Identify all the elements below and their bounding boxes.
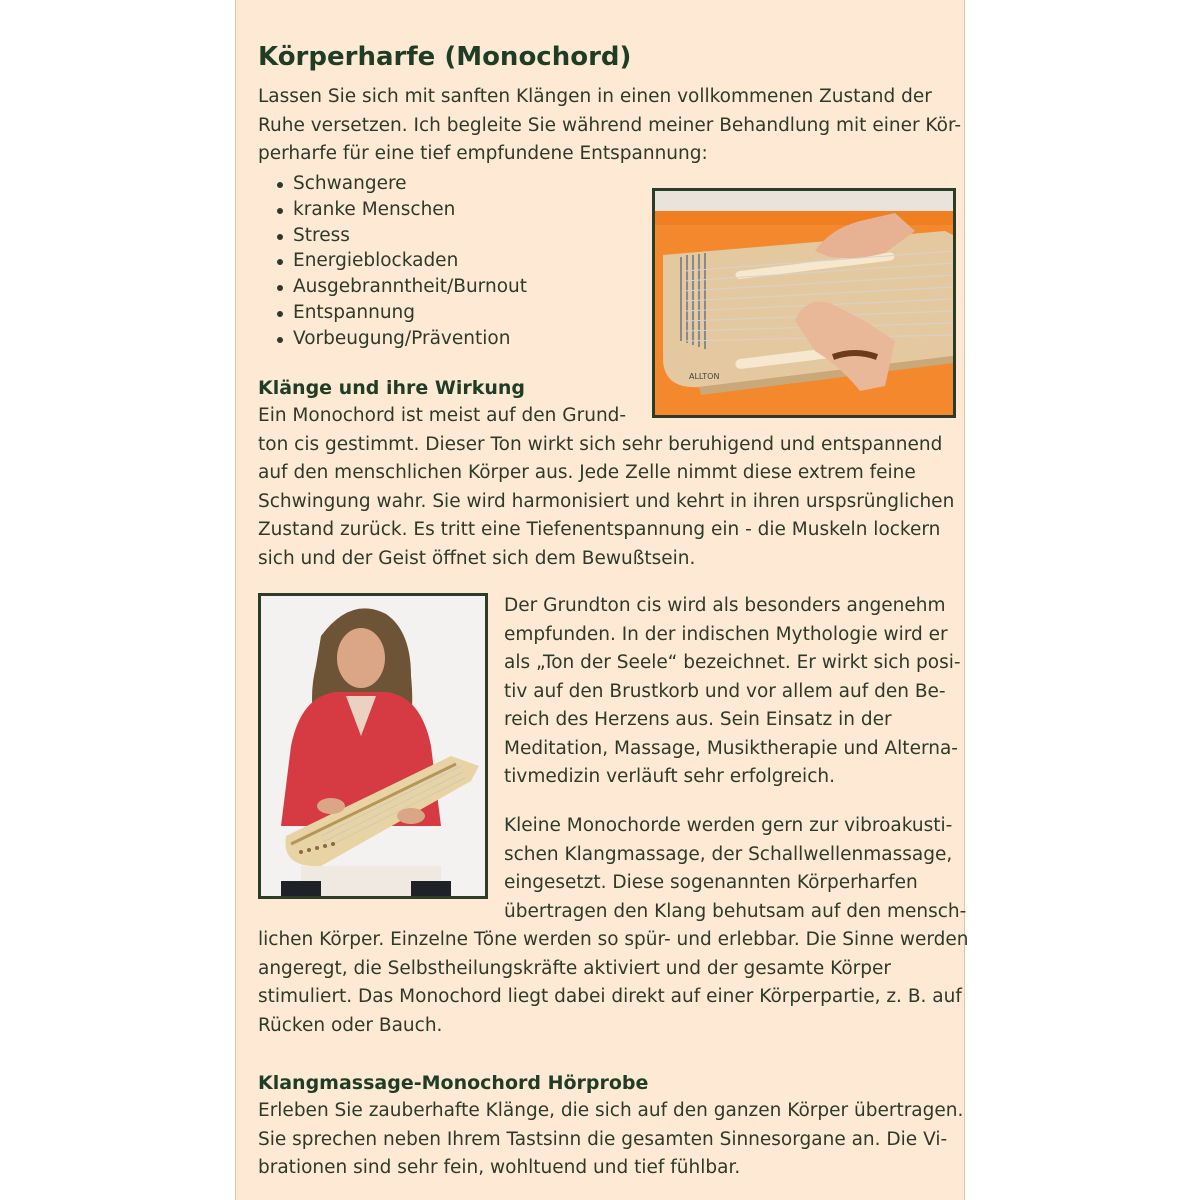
list-item: Schwangere <box>258 171 527 197</box>
list-item: Ausgebranntheit/Burnout <box>258 274 527 300</box>
paragraph-line: Ein Monochord ist meist auf den Grund- <box>258 405 627 426</box>
content-panel <box>235 0 969 1200</box>
paragraph-line: empfunden. In der indischen Mythologie wird er <box>504 623 948 645</box>
paragraph-line: Sie sprechen neben Ihrem Tastsinn die gesamten Sinnesorgane an. Die Vi- <box>258 1128 948 1150</box>
paragraph-line: sich und der Geist öffnet sich dem Bewußtsein. <box>258 547 696 569</box>
paragraph-line: auf den menschlichen Körper aus. Jede Zelle nimmt diese extrem feine <box>258 462 916 483</box>
paragraph-line: tivmedizin verläuft sehr erfolgreich. <box>504 766 835 787</box>
paragraph-line: tiv auf den Brustkorb und vor allem auf den Be- <box>504 680 946 702</box>
list-item: Energieblockaden <box>258 248 527 274</box>
page-title: Körperharfe (Monochord) <box>258 42 632 72</box>
paragraph-grundton <box>504 592 961 792</box>
paragraph-klangmassage-narrow <box>504 812 966 926</box>
section-effects <box>258 374 954 573</box>
paragraph-line: Schwingung wahr. Sie wird harmonisiert und kehrt in ihren urspsrünglichen <box>258 490 955 512</box>
brand-mark: ALLTON <box>689 372 720 381</box>
woman-harp-image <box>261 596 485 896</box>
section-hoerprobe <box>258 1069 963 1183</box>
paragraph-line: lichen Körper. Einzelne Töne werden so spür- und erlebbar. Die Sinne werden <box>258 929 969 950</box>
list-item: Stress <box>258 223 527 249</box>
list-item: Entspannung <box>258 300 527 326</box>
list-item: Vorbeugung/Prävention <box>258 326 527 352</box>
section-heading: Klangmassage-Monochord Hörprobe <box>258 1072 649 1094</box>
section-heading: Klänge und ihre Wirkung <box>258 377 525 399</box>
list-item: kranke Menschen <box>258 197 527 223</box>
paragraph-line: ton cis gestimmt. Dieser Ton wirkt sich sehr beruhigend und entspannend <box>258 433 943 455</box>
paragraph-line: Erleben Sie zauberhafte Klänge, die sich auf den ganzen Körper übertragen. <box>258 1100 964 1121</box>
paragraph-line: brationen sind sehr fein, wohltuend und tief fühlbar. <box>258 1157 741 1178</box>
intro-line: perharfe für eine tief empfundene Entspannung: <box>258 143 708 164</box>
paragraph-line: stimuliert. Das Monochord liegt dabei direkt auf einer Körperpartie, z. B. auf <box>258 986 962 1007</box>
paragraph-line: schen Klangmassage, der Schallwellenmassage, <box>504 843 953 865</box>
paragraph-line: eingesetzt. Diese sogenannten Körperharfen <box>504 872 918 893</box>
paragraph-line: Zustand zurück. Es tritt eine Tiefenentspannung ein - die Muskeln lockern <box>258 519 941 540</box>
paragraph-line: übertragen den Klang behutsam auf den mensch- <box>504 900 967 922</box>
target-group-list <box>258 171 527 352</box>
paragraph-klangmassage-wide <box>258 926 968 1040</box>
intro-line: Lassen Sie sich mit sanften Klängen in einen vollkommenen Zustand der <box>258 86 932 107</box>
paragraph-line: Rücken oder Bauch. <box>258 1014 443 1036</box>
intro-line: Ruhe versetzen. Ich begleite Sie während meiner Behandlung mit einer Kör- <box>258 114 962 136</box>
paragraph-line: Meditation, Massage, Musiktherapie und Alterna- <box>504 737 958 759</box>
paragraph-line: als „Ton der Seele“ bezeichnet. Er wirkt sich posi- <box>504 652 961 673</box>
intro-paragraph <box>258 83 961 169</box>
woman-with-harp-photo <box>258 593 488 899</box>
paragraph-line: angeregt, die Selbstheilungskräfte aktiviert und der gesamte Körper <box>258 957 891 979</box>
paragraph-line: Der Grundton cis wird als besonders angenehm <box>504 595 946 616</box>
paragraph-line: Kleine Monochorde werden gern zur vibroakusti- <box>504 815 953 836</box>
paragraph-line: reich des Herzens aus. Sein Einsatz in der <box>504 709 892 730</box>
